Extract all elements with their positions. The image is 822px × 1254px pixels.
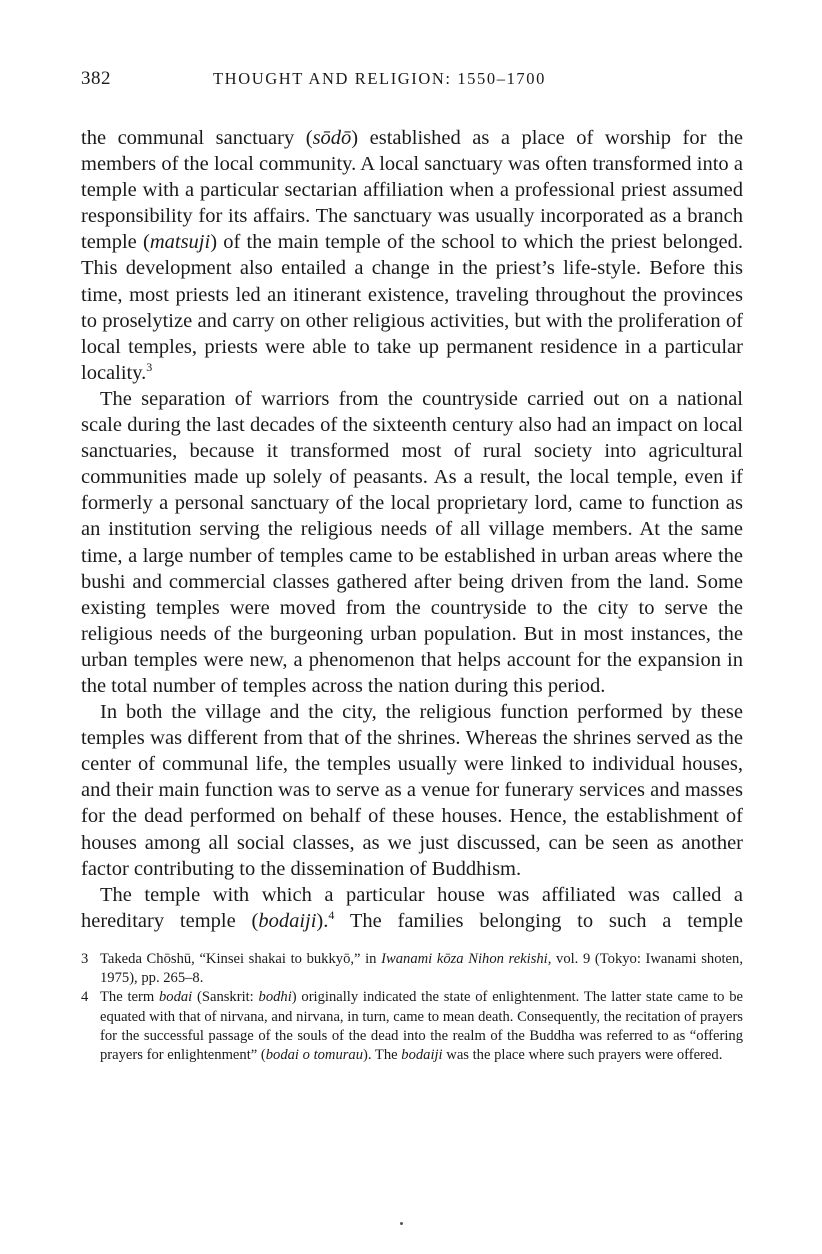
text-run: The temple with which a particular house was affiliated was called a hereditary temple ( <box>81 883 743 932</box>
italic-term: bodai o tomurau <box>265 1046 364 1063</box>
footnote-text <box>100 989 743 1063</box>
book-page <box>81 66 743 1065</box>
text-run: In both the village and the city, the religious function performed by these temples was different from that of the shrines. Whereas the shrines served as the center of communal life, the temples usually were linked to individual houses, and their main function was to serve as a venue for funerary services and masses for the dead performed on behalf of these houses. Hence, the establishment of houses among all social classes, as we just discussed, can be seen as another factor contributing to the dissemination of Buddhism. <box>81 701 743 880</box>
paragraph <box>81 699 743 882</box>
paragraph <box>81 125 743 386</box>
text-run: the communal sanctuary ( <box>81 127 313 149</box>
text-run: ) originally indicated the state of enlightenment. The latter state came to be equated with that of nirvana, and nirvana, in turn, came to mean death. Consequently, the recitation of prayers for the successful passage of the souls of the dead into the realm of the Buddha was referred to as “offering prayers for enlightenment” ( <box>100 989 743 1063</box>
paragraph <box>81 882 743 934</box>
text-run: Takeda Chōshū, “Kinsei shakai to bukkyō,” in <box>100 950 382 967</box>
italic-term: bodhi <box>258 989 292 1006</box>
text-run: ). The <box>363 1046 402 1063</box>
paragraph <box>81 386 743 699</box>
text-run: , vol. 9 (Tokyo: Iwanami shoten, 1975), pp. 265–8. <box>100 950 743 987</box>
page-mark-dot <box>400 1222 403 1225</box>
italic-term: bodai <box>158 989 193 1006</box>
footnote-text <box>100 951 743 986</box>
footnote <box>81 988 743 1065</box>
footnote-number: 3 <box>81 950 89 967</box>
italic-term: bodaiji <box>258 909 317 932</box>
text-run: was the place where such prayers were offered. <box>442 1046 723 1063</box>
running-head <box>81 66 743 92</box>
text-run: The separation of warriors from the countryside carried out on a national scale during the last decades of the sixteenth century also had an impact on local sanctuaries, because it transformed most of rural society into agricultural communities made up solely of peasants. As a result, the local temple, even if formerly a personal sanctuary of the local proprietary lord, came to function as an institution serving the religious needs of all village members. At the same time, a large number of temples came to be established in urban areas where the bushi and commercial classes gathered after being driven from the land. Some existing temples were moved from the countryside to the city to serve the religious needs of the burgeoning urban population. But in most instances, the urban temples were new, a phenomenon that helps account for the expansion in the total number of temples across the nation during this period. <box>81 387 743 697</box>
italic-term: matsuji <box>149 231 211 254</box>
italic-term: Iwanami kōza Nihon rekishi <box>381 950 548 967</box>
footnote-reference: 4 <box>328 907 335 922</box>
running-title: THOUGHT AND RELIGION: 1550–1700 <box>213 69 546 88</box>
text-run: ). <box>316 909 329 932</box>
body-text <box>81 125 743 934</box>
footnote-reference: 3 <box>146 359 153 374</box>
text-run: The term <box>100 989 159 1006</box>
page-number: 382 <box>81 68 111 89</box>
footnotes <box>81 950 743 1065</box>
text-run: The families belonging to such a temple <box>334 909 743 932</box>
italic-term: bodaiji <box>401 1046 443 1063</box>
footnote-number: 4 <box>81 989 89 1006</box>
italic-term: sōdō <box>312 127 352 149</box>
text-run: (Sanskrit: <box>192 989 259 1006</box>
text-run: ) of the main temple of the school to which the priest belonged. This development also entailed a change in the priest’s life-style. Before this time, most priests led an itinerant existence, traveling throughout the provinces to proselytize and carry on other religious activities, but with the proliferation of local temples, priests were able to take up permanent residence in a particular locality. <box>81 231 743 384</box>
text-run: ) established as a place of worship for the members of the local community. A local sanctuary was often transformed into a temple with a particular sectarian affiliation when a professional priest assumed responsibility for its affairs. The sanctuary was usually incorporated as a branch temple ( <box>81 127 743 254</box>
footnote <box>81 950 743 988</box>
